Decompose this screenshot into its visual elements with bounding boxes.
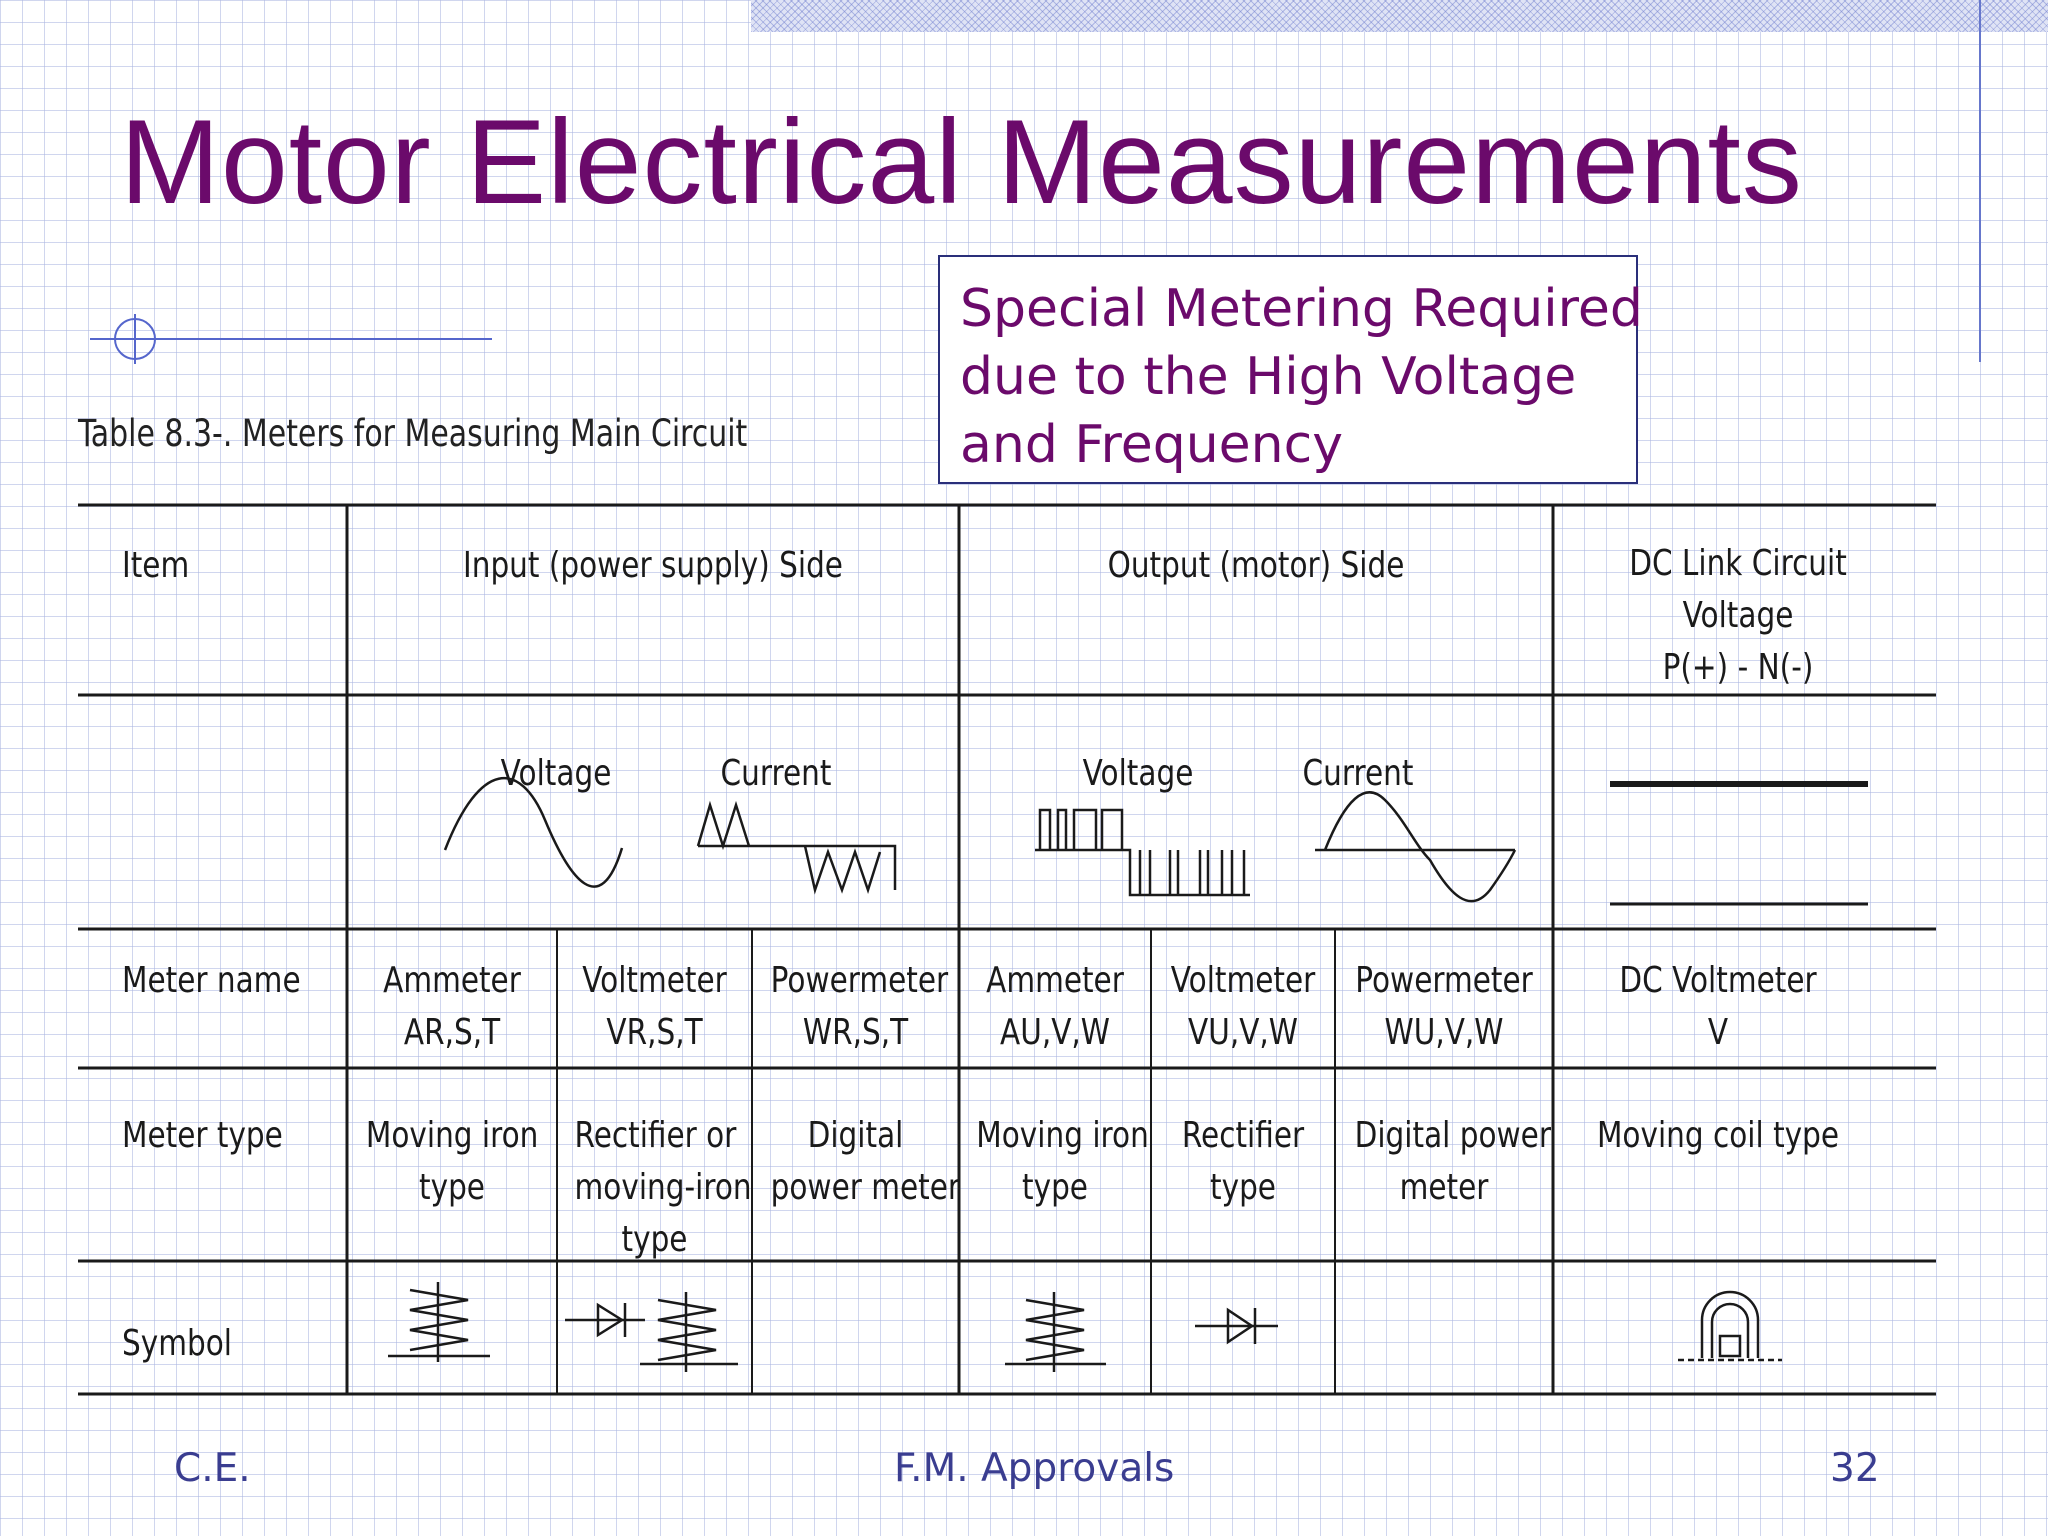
meter-type-line: Rectifier [1181, 1115, 1305, 1156]
meter-name-text: Powermeter [770, 960, 949, 1001]
meter-type-line: power meter [770, 1167, 961, 1208]
header-output-side: Output (motor) Side [1107, 545, 1405, 586]
callout-line: due to the High Voltage [960, 347, 1577, 407]
output-current-label: Current [1302, 753, 1414, 794]
meter-name-code: VU,V,W [1188, 1012, 1298, 1053]
meter-type-line: Digital power [1354, 1115, 1551, 1156]
meter-type-line: Moving iron [976, 1115, 1149, 1156]
meter-name-text: Ammeter [383, 960, 521, 1001]
callout-line: Special Metering Required [960, 279, 1643, 339]
input-current-label: Current [720, 753, 832, 794]
meter-name-text: Voltmeter [1170, 960, 1316, 1001]
meter-name-code: AR,S,T [403, 1012, 501, 1053]
output-voltage-label: Voltage [1082, 753, 1194, 794]
meter-name-text: DC Voltmeter [1619, 960, 1817, 1001]
moving-coil-icon [1678, 1292, 1782, 1360]
callout-line: and Frequency [960, 415, 1343, 475]
meter-name-text: Ammeter [986, 960, 1124, 1001]
meter-name-code: VR,S,T [606, 1012, 703, 1053]
meter-type-line: type [621, 1219, 688, 1260]
meter-name-code: V [1707, 1012, 1729, 1053]
row-label-meter-name: Meter name [122, 960, 301, 1001]
meter-type-line: moving-iron [574, 1167, 752, 1208]
meter-type-line: Moving coil type [1596, 1115, 1840, 1156]
footer-center: F.M. Approvals [894, 1446, 1175, 1491]
meter-type-line: Moving iron [365, 1115, 539, 1156]
meter-name-code: AU,V,W [1000, 1012, 1110, 1053]
slide-title: Motor Electrical Measurements [120, 95, 1803, 229]
row-label-meter-type: Meter type [122, 1115, 283, 1156]
header-dc-link-line: Voltage [1682, 595, 1794, 636]
page-number: 32 [1830, 1446, 1880, 1491]
footer-left: C.E. [174, 1446, 251, 1491]
header-input-side: Input (power supply) Side [463, 545, 843, 586]
row-label-symbol: Symbol [122, 1323, 232, 1364]
header-dc-link-line: P(+) - N(-) [1662, 647, 1814, 688]
header-dc-link-line: DC Link Circuit [1629, 543, 1847, 584]
meter-type-line: type [419, 1167, 485, 1208]
input-voltage-label: Voltage [500, 753, 612, 794]
meter-name-code: WR,S,T [802, 1012, 909, 1053]
meter-type-line: meter [1399, 1167, 1489, 1208]
header-item: Item [122, 545, 190, 586]
meter-type-line: Rectifier or [574, 1115, 737, 1156]
moving-iron-icon [388, 1282, 490, 1362]
rectifier-moving-iron-icon [565, 1292, 738, 1372]
meter-type-line: type [1210, 1167, 1276, 1208]
meter-name-text: Powermeter [1355, 960, 1533, 1001]
table-caption: Table 8.3-. Meters for Measuring Main Circuit [78, 412, 748, 455]
moving-iron-icon [1005, 1292, 1106, 1372]
meter-name-text: Voltmeter [582, 960, 727, 1001]
meter-type-line: type [1022, 1167, 1088, 1208]
rectifier-icon [1195, 1308, 1278, 1344]
meter-name-code: WU,V,W [1384, 1012, 1504, 1053]
meter-type-line: Digital [807, 1115, 904, 1156]
